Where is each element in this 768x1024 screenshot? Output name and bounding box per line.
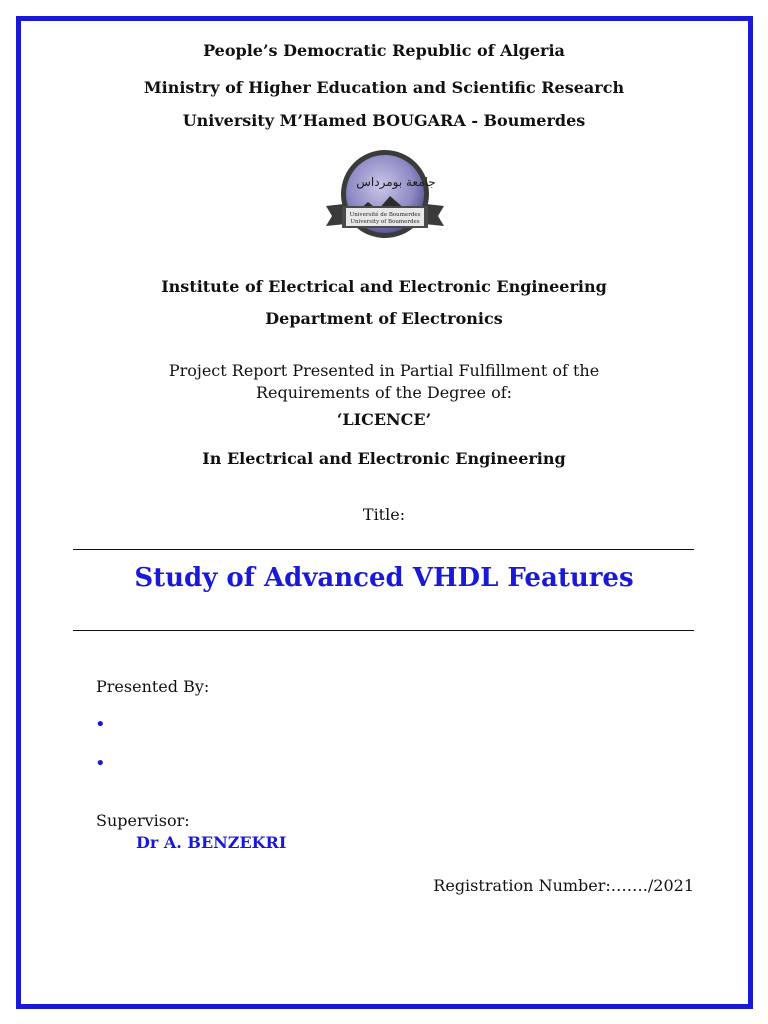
logo-arabic-text: جامعة بومرداس [356, 175, 436, 189]
degree-field: In Electrical and Electronic Engineering [202, 449, 566, 468]
ministry-heading: Ministry of Higher Education and Scientific Research [143, 78, 625, 97]
project-text-line2: Requirements of the Degree of: [255, 383, 513, 402]
logo-ribbon-line2: University of Boumerdes [350, 219, 420, 225]
presented-by-label: Presented By: [96, 677, 210, 696]
supervisor-label: Supervisor: [96, 811, 190, 830]
report-title: Study of Advanced VHDL Features [134, 563, 634, 593]
department-heading: Department of Electronics [265, 309, 503, 328]
university-logo [320, 148, 450, 248]
title-rule-top [73, 549, 694, 550]
registration-number: Registration Number:……./2021 [433, 876, 694, 895]
country-heading: People’s Democratic Republic of Algeria [203, 41, 565, 60]
project-text-line1: Project Report Presented in Partial Fulfillment of the [168, 361, 600, 380]
presenter-bullet: • [95, 714, 106, 735]
supervisor-name: Dr A. BENZEKRI [136, 833, 287, 852]
presenter-bullet: • [95, 753, 106, 774]
title-rule-bottom [73, 630, 694, 631]
university-heading: University M’Hamed BOUGARA - Boumerdes [182, 111, 586, 130]
logo-ribbon-line1: Université de Boumerdes [349, 212, 421, 218]
institute-heading: Institute of Electrical and Electronic Engineering [161, 277, 607, 296]
title-label: Title: [362, 505, 406, 524]
degree-name: ‘LICENCE’ [336, 410, 432, 429]
